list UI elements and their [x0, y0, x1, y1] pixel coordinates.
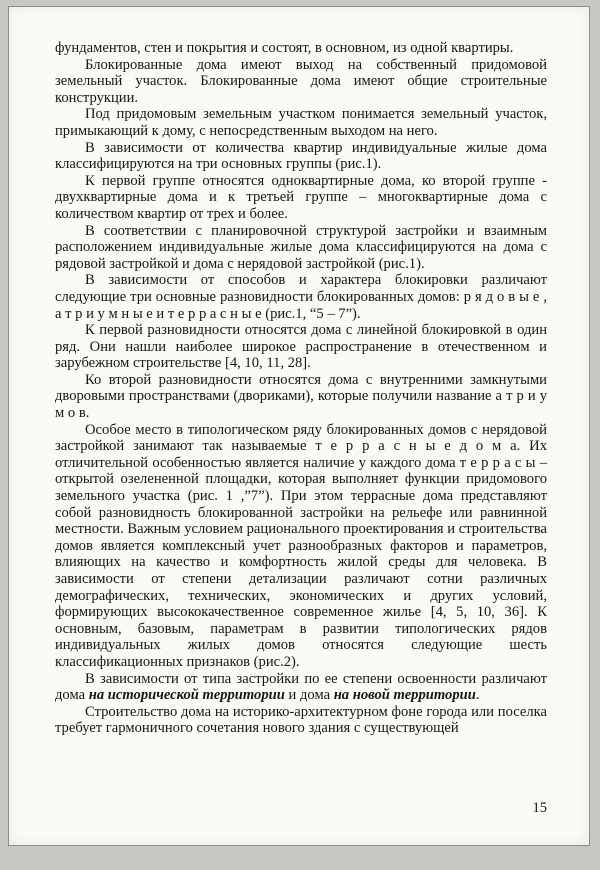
paragraph	[55, 422, 547, 671]
page-text	[55, 40, 547, 737]
text-segment: Ко второй разновидности относятся дома с внутренними замкнутыми дворовыми пространствами (двориками), которые получили название а т р и у м о в.	[55, 371, 547, 422]
paragraph	[55, 173, 547, 223]
emphasized-text: на новой территории	[333, 687, 476, 704]
paragraph	[55, 704, 547, 737]
text-segment: В зависимости от количества квартир индивидуальные жилые дома классифицируются на три основных группы (рис.1).	[55, 139, 547, 173]
text-segment: К первой группе относятся одноквартирные дома, ко второй группе - двухквартирные дома и к третьей группе – многоквартирные дома с количеством квартир от трех и более.	[55, 172, 547, 222]
paragraph	[55, 106, 547, 139]
paragraph	[55, 223, 547, 273]
text-segment: и дома	[284, 687, 334, 704]
document-page	[8, 6, 590, 846]
paragraph	[55, 272, 547, 322]
text-segment: Особое место в типологическом ряду блокированных домов с нерядовой застройкой занимают так называемые т е р р а с н ы е д о м а. Их отличительной особенностью является наличие у каждого дома т е р р а с ы – открытой озелененной площадки, которая выполняет функции придомового земельного участка (рис. 1 ,”7”). При этом террасные дома представляют собой разновидность блокированной застройки на рельефе или равнинной местности. Важным условием рационального проектирования и строительства домов является комплексный учет разнообразных факторов и параметров, влияющих на качество и комфортность жилой среды для человека. В зависимости от степени детализации различают сотни различных демографических, технических, экономических и других условий, формирующих высококачественное современное жилье [4, 5, 10, 36]. К основным, базовым, параметрам в развитии типологических рядов индивидуальных жилых домов относятся следующие шесть классификационных признаков (рис.2).	[55, 421, 547, 670]
page-number: 15	[532, 800, 547, 816]
paragraph	[55, 40, 547, 57]
text-segment: Строительство дома на историко-архитектурном фоне города или поселка требует гармоничного сочетания нового здания с существующей	[55, 703, 547, 737]
text-segment: Под придомовым земельным участком понимается земельный участок, примыкающий к дому, с непосредственным выходом на него.	[55, 106, 547, 139]
text-segment: К первой разновидности относятся дома с линейной блокировкой в один ряд. Они нашли наиболее широкое распространение в отечественном и зарубежном строительстве [4, 10, 11, 28].	[55, 322, 547, 372]
text-segment: В соответствии с планировочной структурой застройки и взаимным расположением индивидуальные жилые дома классифицируются на дома с рядовой застройкой и дома с нерядовой застройкой (рис.1).	[55, 222, 547, 272]
paragraph	[55, 322, 547, 372]
text-segment: Блокированные дома имеют выход на собственный придомовой земельный участок. Блокированные дома имеют общие строительные конструкции.	[55, 56, 547, 106]
paragraph	[55, 140, 547, 173]
paragraph	[55, 57, 547, 107]
emphasized-text: на исторической территории	[88, 687, 285, 704]
paragraph	[55, 671, 547, 704]
text-segment: .	[475, 687, 480, 704]
text-segment: В зависимости от типа застройки по ее степени освоенности различают дома	[55, 670, 547, 704]
paragraph	[55, 372, 547, 422]
text-segment: В зависимости от способов и характера блокировки различают следующие три основные разновидности блокированных домов: р я д о в ы е , а т р и у м н ы е и т е р р а с н ы е (рис.1, “5 – 7”).	[55, 272, 547, 322]
text-segment: фундаментов, стен и покрытия и состоят, в основном, из одной квартиры.	[55, 40, 514, 56]
